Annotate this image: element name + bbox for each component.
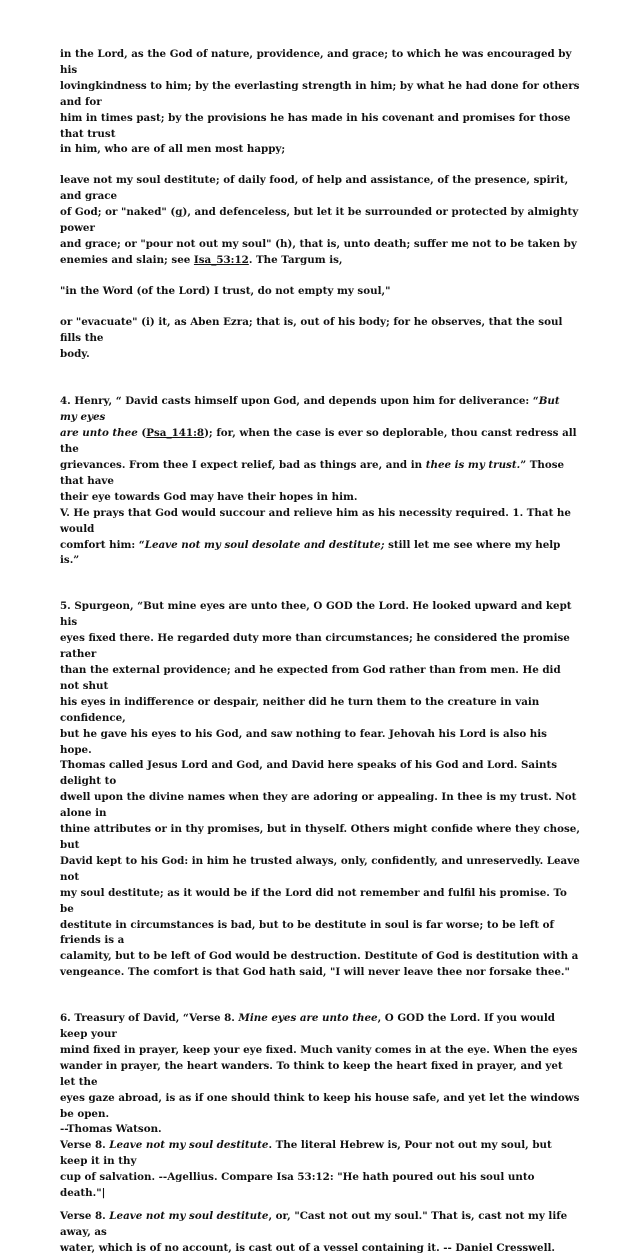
henry-text-b: ( (137, 427, 147, 440)
henry-text-c: ); for, when the case is ever so deplorable, thou canst redress all the grievances. From thee I expect relief, bad as things are, and in (60, 427, 577, 472)
treasury-text-a: 6. Treasury of David, “Verse 8. (60, 1012, 239, 1025)
paragraph-3: "in the Word (of the Lord) I trust, do not empty my soul," (60, 284, 391, 297)
treasury-text-c: . The literal Hebrew is, Pour not out my soul, but keep it in thy cup of salvation. --Agellius. Compare Isa 53:12: "He hath poured out his soul unto death."| (60, 1139, 552, 1200)
henry-text-d: ” Those that have their eye towards God may have their hopes in him. V. He prays that God would succour and relieve him as his necessity required. 1. That he would comfort him: “ (60, 459, 571, 551)
paragraph-1: in the Lord, as the God of nature, providence, and grace; to which he was encouraged by his lovingkindness to him; by the everlasting strength in him; by what he had done for others and for him in times past; by the provisions he has made in his covenant and promises for those that trust in him, who are of all men most happy; (60, 48, 580, 156)
cresswell-text-a: Verse 8. (60, 1210, 110, 1222)
paragraph-2 (60, 173, 580, 268)
henry-italic-1: But my eyes are unto thee (60, 395, 560, 440)
paragraph-2-text-b: ), and defenceless, but let it be surrounded or protected by almighty power and grace; or "pour not out my soul" (h), that is, unto death; suffer me not to be taken by enemies and slain; see (60, 206, 579, 266)
document-page (60, 47, 580, 1257)
spurgeon-commentary: 5. Spurgeon, “But mine eyes are unto thee, O GOD the Lord. He looked upward and kept his eyes fixed there. He regarded duty more than circumstances; he considered the promise rather than the external providence; and he expected from God rather than from men. He did not shut his eyes in indifference or despair, neither did he turn them to the creature in vain confidence, but he gave his eyes to his God, and saw nothing to fear. Jehovah his Lord is also his hope. Thomas called Jesus Lord and God, and David here speaks of his God and Lord. Saints delight to dwell upon the divine names when they are adoring or appealing. In thee is my trust. Not alone in thine attributes or in thy promises, but in thyself. Others might confide where they chose, but David kept to his God: in him he trusted always, only, confidently, and unreservedly. Leave not my soul destitute; as it would be if the Lord did not remember and fulfil his promise. To be destitute in circumstances is bad, but to be destitute in soul is far worse; to be left of friends is a calamity, but to be left of God would be destruction. Destitute of God is destitution with a vengeance. The comfort is that God hath said, "I will never leave thee nor forsake thee." (60, 600, 580, 979)
henry-text-e: still let me see where my help is.” (60, 538, 561, 567)
treasury-italic-1: Mine eyes are unto thee (238, 1012, 378, 1025)
cresswell-text-b: , or, "Cast not out my soul." That is, cast not my life away, as water, which is of no account, is cast out of a vessel containing it. -- Daniel Cresswell. (60, 1210, 568, 1254)
henry-italic-3: Leave not my soul desolate and destitute; (144, 538, 385, 551)
paragraph-4: or "evacuate" (i) it, as Aben Ezra; that is, out of his body; for he observes, that the soul fills the body. (60, 315, 563, 360)
treasury-commentary (60, 1011, 580, 1202)
treasury-italic-2: Leave not my soul destitute (109, 1139, 269, 1152)
treasury-text-b: , O GOD the Lord. If you would keep your mind fixed in prayer, keep your eye fixed. Much vanity comes in at the eye. When the eyes wander in prayer, the heart wanders. To think to keep the heart fixed in prayer, and yet let the eyes gaze abroad, is as if one should think to keep his house safe, and yet let the windows be open. --Thomas Watson. Verse 8. (60, 1012, 580, 1152)
henry-text-a: 4. Henry, “ David casts himself upon God, and depends upon him for deliverance: “ (60, 395, 539, 408)
scripture-link-psa-141-8[interactable]: Psa_141:8 (146, 427, 205, 440)
henry-commentary (60, 394, 580, 569)
cresswell-italic-1: Leave not my soul destitute (109, 1210, 269, 1222)
paragraph-2-text-a: leave not my soul destitute; of daily food, of help and assistance, of the presence, spirit, and grace of God; or "naked" ( (60, 174, 569, 219)
henry-italic-2: thee is my trust. (425, 459, 521, 472)
cresswell-verse (60, 1209, 580, 1257)
footnote-link-g[interactable]: g (175, 206, 183, 219)
scripture-link-isa-53-12[interactable]: Isa_53:12 (193, 253, 249, 266)
paragraph-2-text-c: . The Targum is, (248, 253, 343, 266)
